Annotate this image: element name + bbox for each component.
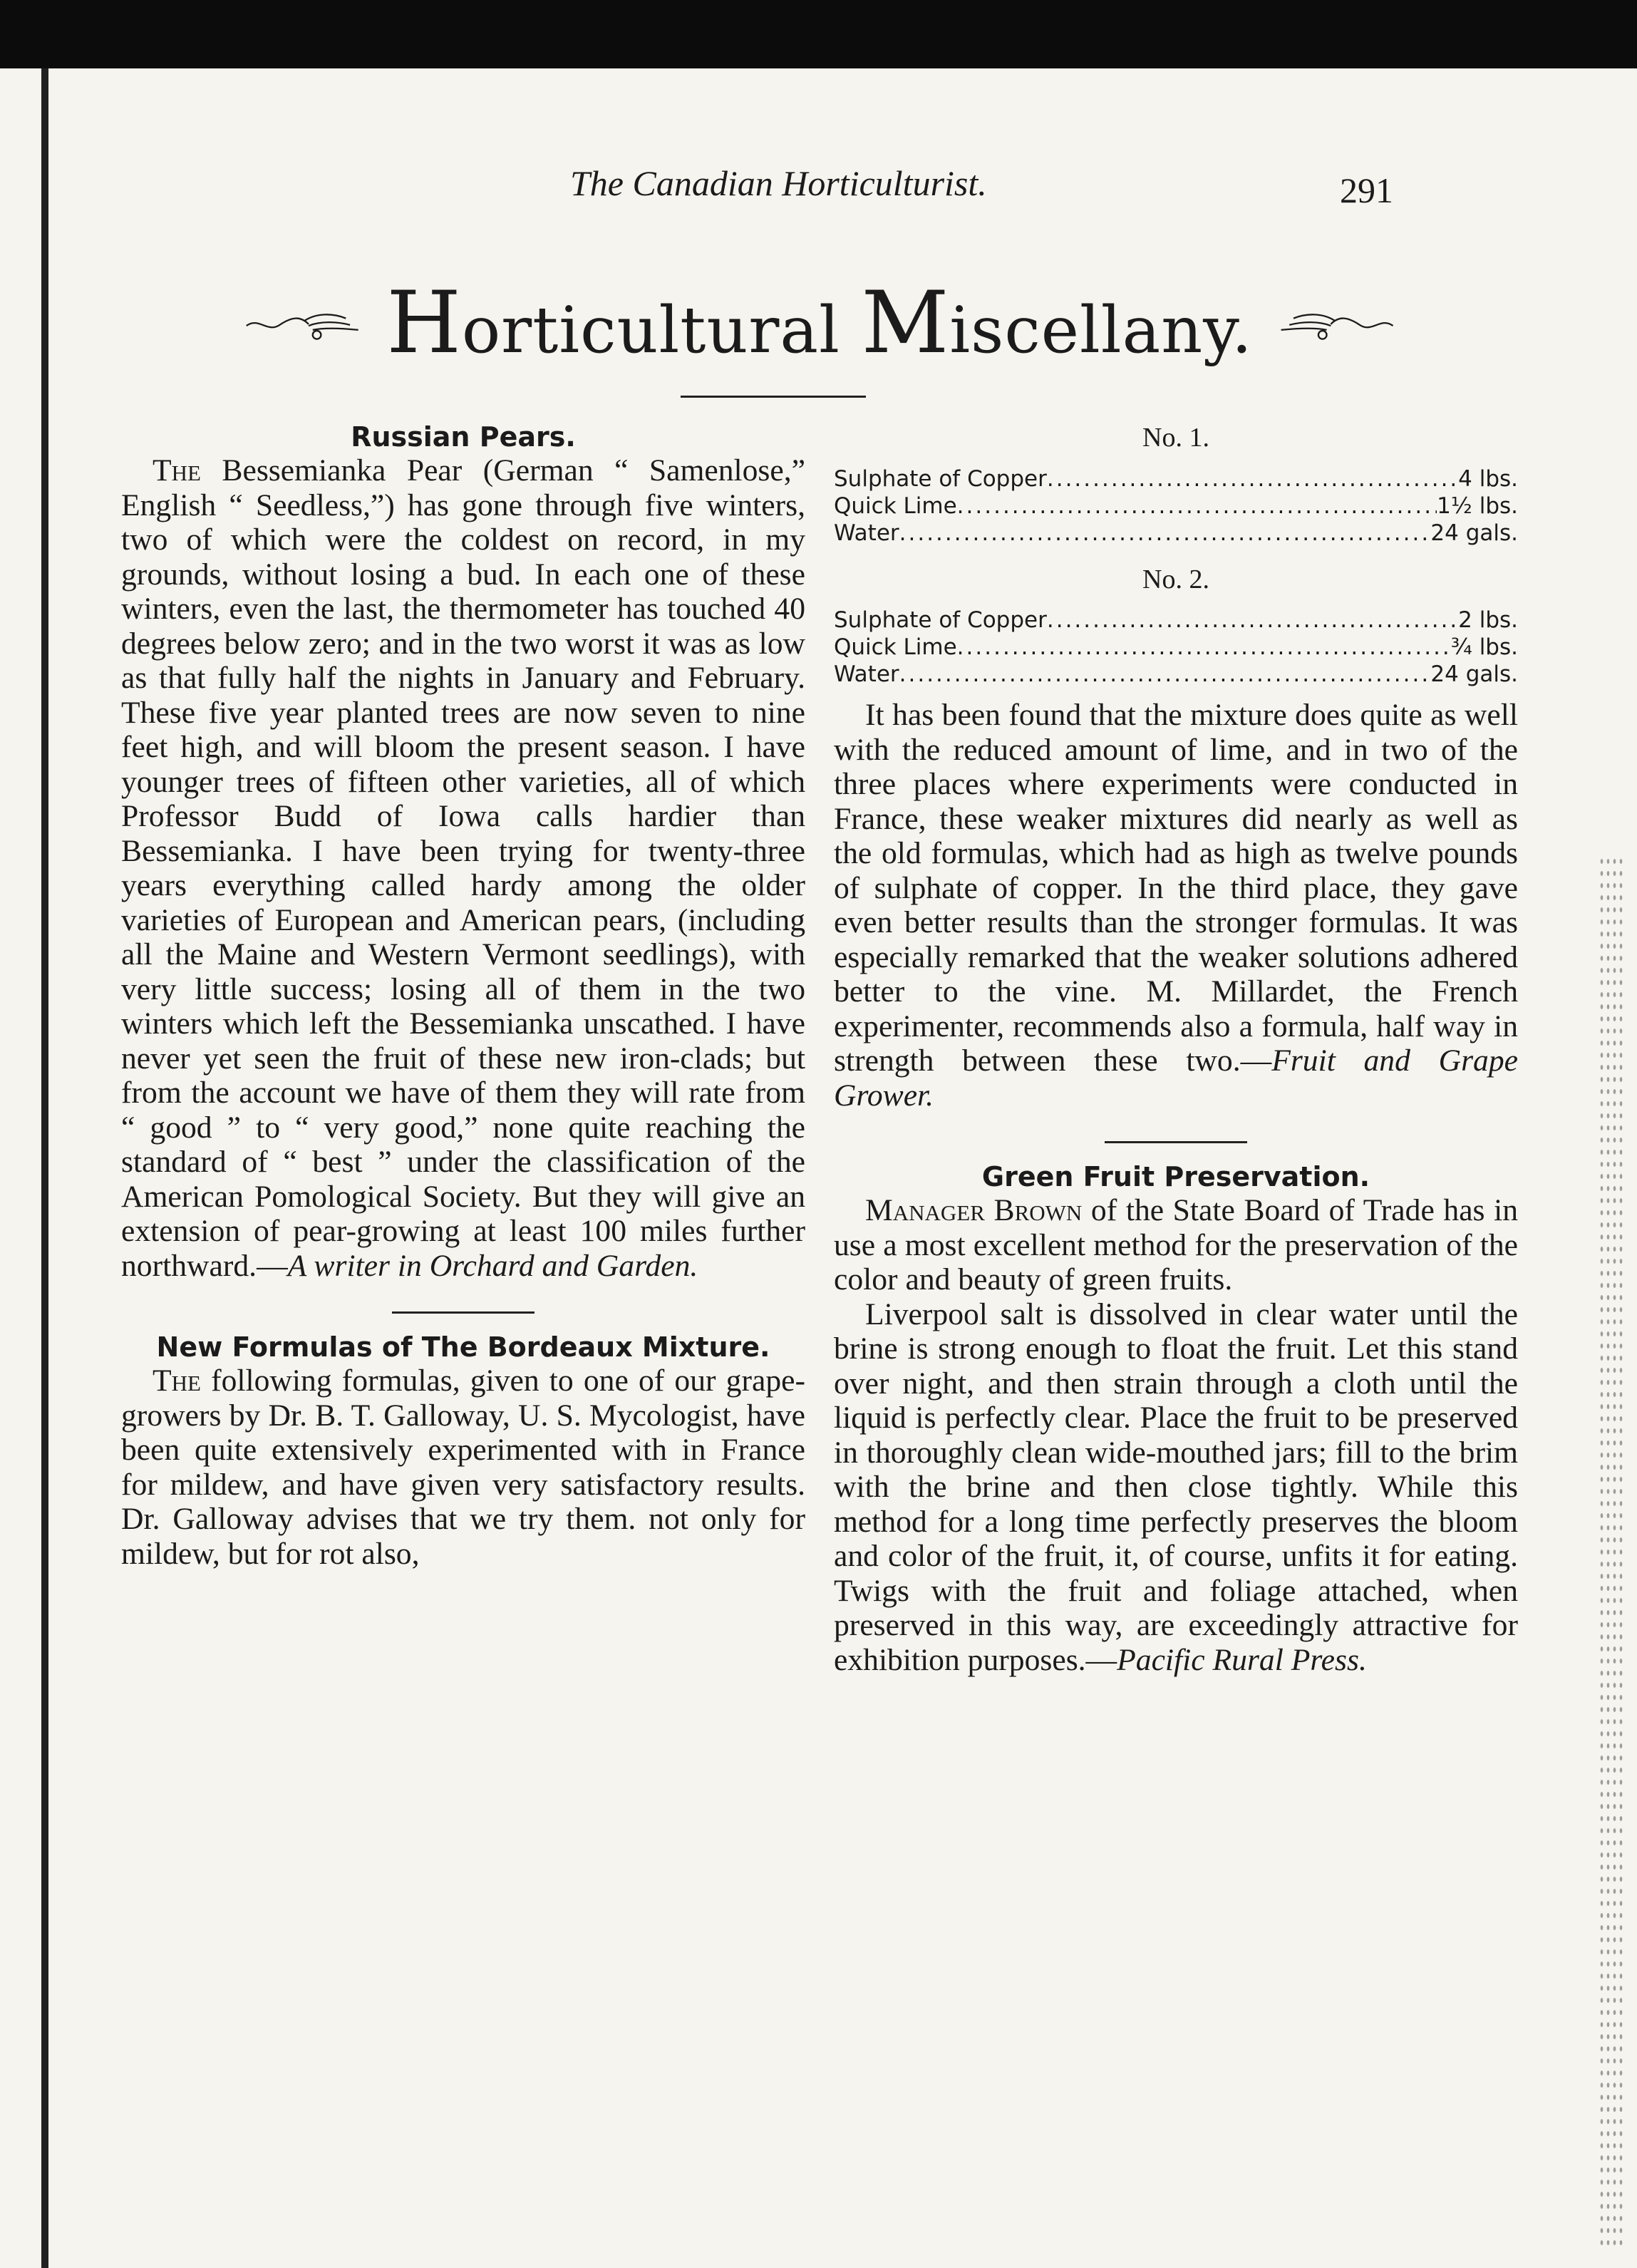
formula-row: Sulphate of Copper ..... 2 lbs. — [834, 607, 1518, 634]
section-rule — [1105, 1141, 1247, 1143]
formula-row: Water ..... 24 gals. — [834, 520, 1518, 547]
russian-pears-source: A writer in Orchard and Garden. — [287, 1248, 698, 1283]
scan-top-border — [0, 0, 1637, 68]
formula-no-1: No. 1. Sulphate of Copper ..... 4 lbs. Quick Lime ..... 1½ lbs. Water ..... 24 gals. — [834, 421, 1518, 547]
bordeaux-heading: New Formulas of The Bordeaux Mixture. — [156, 1331, 770, 1363]
russian-pears-text: The Bessemianka Pear (German “ Samenlose,” English “ Seedless,”) has gone through five winters, two of which were the coldest on record, in my grounds, without losing a bud. In each one of these winters, even the last, the thermometer has touched 40 degrees below zero; and in the two worst it was as low as that fully half the nights in January and February. These five year planted trees are now seven to nine feet high, and will bloom the present season. I have younger trees of fifteen other varieties, all of which Professor Budd of Iowa calls hardier than Bessemianka. I have been trying for twenty-three years everything called hardy among the older varieties of European and American pears, (including all the Maine and Western Vermont seedlings), with very little success; losing all of them in the two winters which left the Bessemianka unscathed. I have never yet seen the fruit of these new iron-clads; but from the account we have of them they will rate from “ good ” to “ very good,” none quite reaching the standard of “ best ” under the classification of the American Pomological Society. But they will give an extension of pear-growing at least 100 miles further northward.—A writer in Orchard and Garden. — [121, 453, 805, 1283]
scan-left-edge — [41, 68, 48, 2268]
scan-right-speckle — [1599, 855, 1624, 2245]
formula-row: Quick Lime ..... 1½ lbs. — [834, 493, 1518, 520]
bordeaux-text: The following formulas, given to one of our grape-growers by Dr. B. T. Galloway, U. S. Mycologist, have been quite extensively experimented with in France for mildew, and have given very satisfactory results. Dr. Galloway advises that we try them. not only for mildew, but for rot also, — [121, 1364, 805, 1571]
bordeaux-continuation-text: It has been found that the mixture does quite as well with the reduced amount of lime, and in two of the three places where experiments were conducted in France, these weaker mixtures did nearly as well as the old formulas, which had as high as twelve pounds of sulphate of copper. In the third place, they gave even better results than the stronger formulas. It was especially remarked that the weaker solutions adhered better to the vine. M. Millardet, the French experimenter, recommends also a formula, half way in strength between these two.—Fruit and Grape Grower. — [834, 698, 1518, 1113]
formula-row: Sulphate of Copper ..... 4 lbs. — [834, 465, 1518, 493]
formula-row: Quick Lime ..... ¾ lbs. — [834, 634, 1518, 661]
formula-row: Water ..... 24 gals. — [834, 661, 1518, 688]
banner-title: Horticultural Miscellany. — [386, 273, 1253, 373]
formula-no-2: No. 2. Sulphate of Copper ..... 2 lbs. Quick Lime ..... ¾ lbs. Water ..... 24 gals. — [834, 562, 1518, 689]
green-fruit-text-1: Manager Brown of the State Board of Trade has in use a most excellent method for the preservation of the color and beauty of green fruits. — [834, 1193, 1519, 1297]
russian-pears-heading: Russian Pears. — [351, 421, 576, 453]
green-fruit-source: Pacific Rural Press. — [1117, 1642, 1367, 1677]
green-fruit-heading: Green Fruit Preservation. — [981, 1161, 1370, 1192]
section-rule — [392, 1311, 535, 1314]
bordeaux-source: Fruit and Grape Grower. — [834, 1043, 1518, 1113]
running-head-title: The Canadian Horticulturist. — [570, 163, 987, 203]
green-fruit-text-2: Liverpool salt is dissolved in clear water until the brine is strong enough to float the fruit. Let this stand over night, and then strain through a cloth until the liquid is perfectly clear. Place the fruit to be preserved in thoroughly clean wide-mouthed jars; fill to the brim with the brine and then close tightly. While this method for a long time perfectly preserves the bloom and color of the fruit, it, of course, unfits it for eating. Twigs with the fruit and foliage attached, when preserved in this way, are exceedingly attractive for exhibition purposes.—Pacific Rural Press. — [834, 1297, 1518, 1677]
left-flourish-ornament — [242, 291, 366, 355]
heading-rule — [681, 396, 866, 398]
right-column — [834, 421, 1518, 1677]
section-banner — [242, 269, 1397, 376]
page-number: 291 — [1340, 170, 1393, 210]
left-column — [121, 421, 805, 1571]
right-flourish-ornament — [1273, 291, 1397, 355]
